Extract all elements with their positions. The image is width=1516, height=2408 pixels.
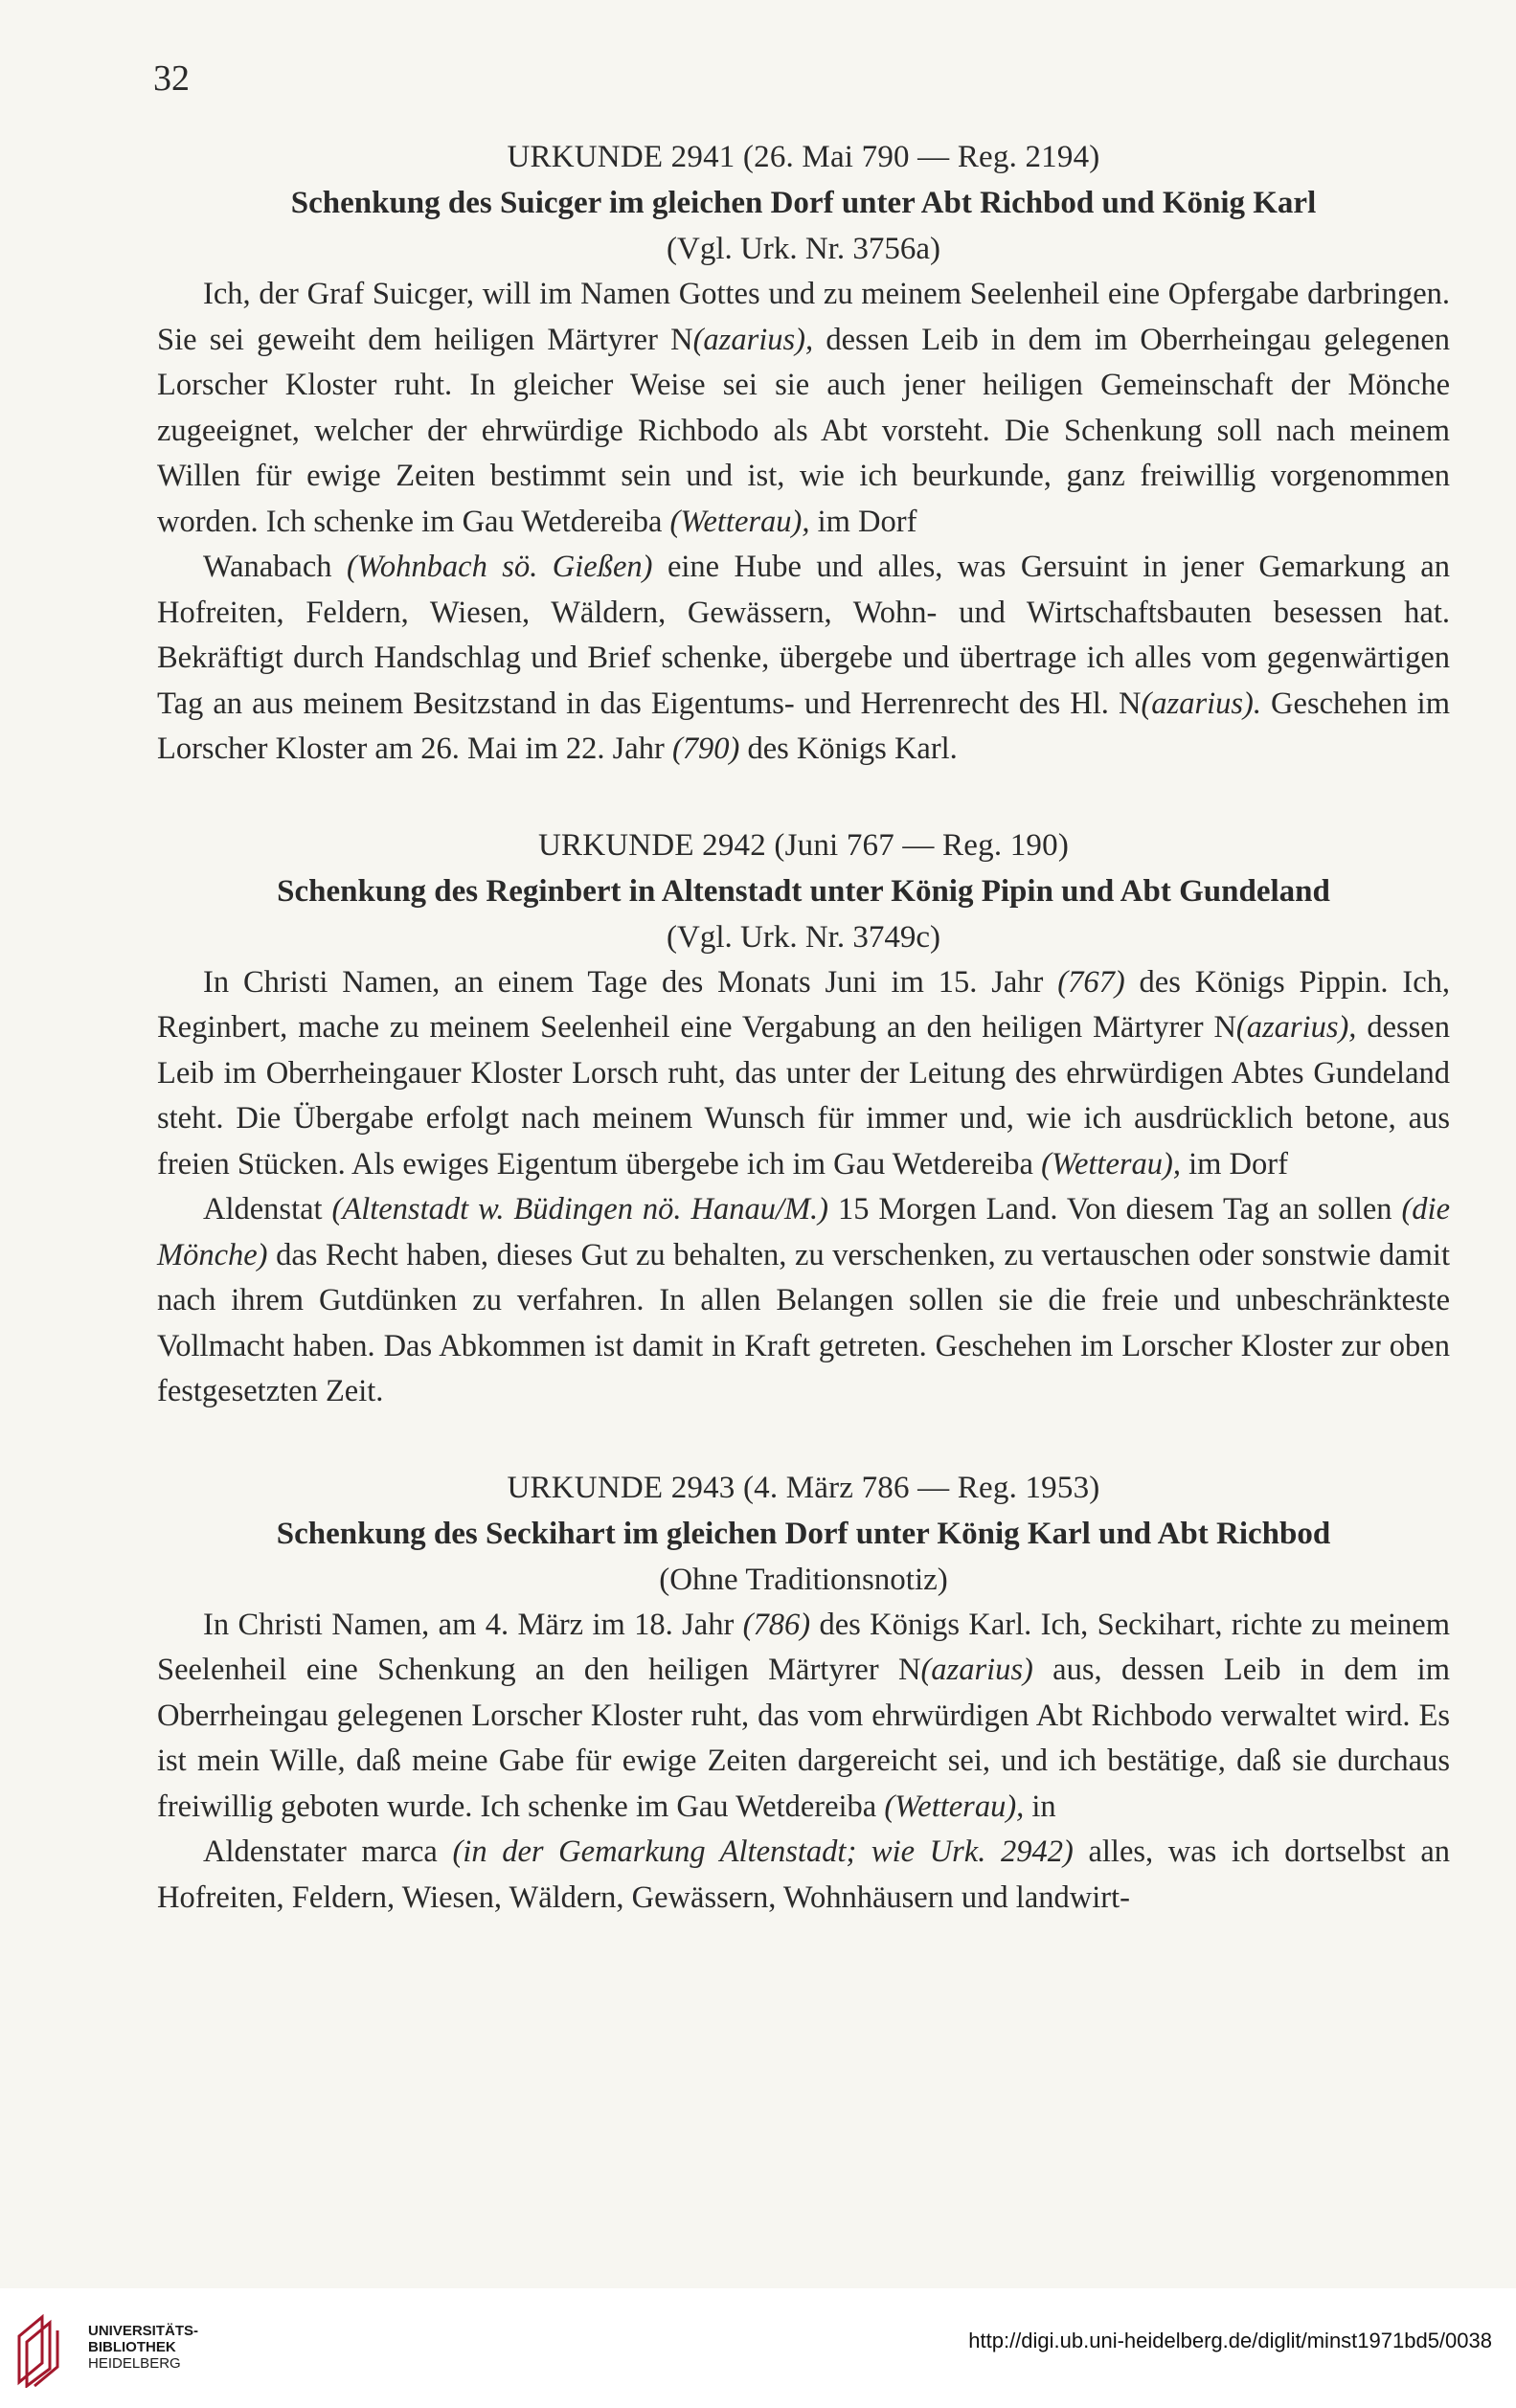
source-url[interactable]: http://digi.ub.uni-heidelberg.de/diglit/minst1971bd5/0038: [968, 2329, 1492, 2352]
charter-subtitle: (Vgl. Urk. Nr. 3749c): [667, 919, 940, 955]
charter-heading: URKUNDE 2943 (4. März 786 — Reg. 1953): [507, 1470, 1100, 1505]
paragraph: Wanabach (Wohnbach sö. Gießen) eine Hube und alles, was Gersuint in jener Gemarkung an Hofreiten, Feldern, Wiesen, Wäldern, Gewässern, Wohn- und Wirtschaftsbauten besessen hat. Bekräftigt durch Handschlag und Brief schenke, übergebe und übertrage ich alles vom gegenwärtigen Tag an aus meinem Besitzstand in das Eigentums- und Herrenrecht des Hl. N(azarius). Geschehen im Lorscher Kloster am 26. Mai im 22. Jahr (790) des Königs Karl.: [157, 550, 1450, 766]
charter-heading: URKUNDE 2942 (Juni 767 — Reg. 190): [537, 827, 1070, 863]
paragraph: Ich, der Graf Suicger, will im Namen Gottes und zu meinem Seelenheil eine Opfergabe darbringen. Sie sei geweiht dem heiligen Märtyrer N(azarius), dessen Leib in dem im Oberrheingau gelegenen Lorscher Kloster ruht. In gleicher Weise sei sie auch jener heiligen Gemeinschaft der Mönche zugeeignet, welcher der ehrwürdige Richbodo als Abt vorsteht. Die Schenkung soll nach meinem Willen für ewige Zeiten bestimmt sein und ist, wie ich beurkunde, ganz freiwillig vorgenommen worden. Ich schenke im Gau Wetdereiba (Wetterau), im Dorf: [157, 277, 1450, 539]
library-name: UNIVERSITÄTS- BIBLIOTHEK HEIDELBERG: [88, 2323, 199, 2372]
charter-heading: URKUNDE 2941 (26. Mai 790 — Reg. 2194): [507, 140, 1100, 174]
page-number: 32: [153, 58, 190, 99]
paragraph: Aldenstat (Altenstadt w. Büdingen nö. Hanau/M.) 15 Morgen Land. Von diesem Tag an sollen (die Mönche) das Recht haben, dieses Gut zu behalten, zu verschenken, zu vertauschen oder sonstwie damit nach ihrem Gutdünken zu verfahren. In allen Belangen sollen sie die freie und unbeschränkteste Vollmacht haben. Das Abkommen ist damit in Kraft getreten. Geschehen im Lorscher Kloster zur oben festgesetzten Zeit.: [157, 1192, 1450, 1408]
charter-subtitle: (Vgl. Urk. Nr. 3756a): [667, 232, 940, 266]
charter-2943: [157, 1465, 1450, 1922]
footer-bar: [0, 2288, 1516, 2408]
paragraph: In Christi Namen, an einem Tage des Monats Juni im 15. Jahr (767) des Königs Pippin. Ich, Reginbert, mache zu meinem Seelenheil eine Vergabung an den heiligen Märtyrer N(azarius), dessen Leib im Oberrheingauer Kloster Lorsch ruht, das unter der Leitung des ehrwürdigen Abtes Gundeland steht. Die Übergabe erfolgt nach meinem Wunsch für immer und, wie ich ausdrücklich betone, aus freien Stücken. Als ewiges Eigentum übergebe ich im Gau Wetdereiba (Wetterau), im Dorf: [157, 964, 1450, 1181]
charter-2942: [157, 822, 1450, 1415]
charter-title: Schenkung des Suicger im gleichen Dorf unter Abt Richbod und König Karl: [290, 186, 1317, 220]
charter-subtitle: (Ohne Traditionsnotiz): [659, 1562, 948, 1597]
paragraph: In Christi Namen, am 4. März im 18. Jahr (786) des Königs Karl. Ich, Seckihart, richte zu meinem Seelenheil eine Schenkung an den heiligen Märtyrer N(azarius) aus, dessen Leib in dem im Oberrheingau gelegenen Lorscher Kloster ruht, das vom ehrwürdigen Abt Richbodo verwaltet wird. Es ist mein Wille, daß meine Gabe für ewige Zeiten dargereicht sei, und ich bestätige, daß sie durchaus freiwillig geboten wurde. Ich schenke im Gau Wetdereiba (Wetterau), in: [157, 1607, 1450, 1824]
charter-title: Schenkung des Reginbert in Altenstadt unter König Pipin und Abt Gundeland: [277, 873, 1330, 909]
library-logo-icon: [13, 2309, 79, 2388]
page-content: [157, 134, 1450, 1970]
charter-2941: [157, 134, 1450, 773]
paragraph: Aldenstater marca (in der Gemarkung Altenstadt; wie Urk. 2942) alles, was ich dortselbst an Hofreiten, Feldern, Wiesen, Wäldern, Gewässern, Wohnhäusern und landwirt-: [157, 1834, 1451, 1915]
charter-title: Schenkung des Seckihart im gleichen Dorf unter König Karl und Abt Richbod: [276, 1516, 1331, 1551]
